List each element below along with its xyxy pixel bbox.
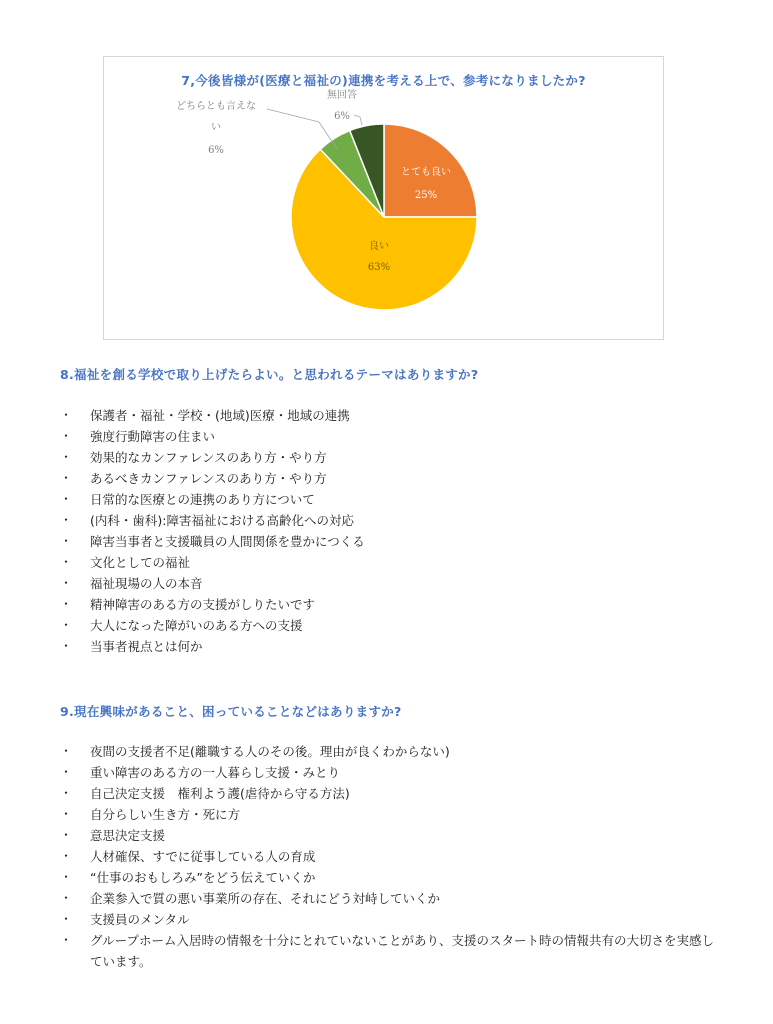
list-item xyxy=(60,552,720,573)
list-item xyxy=(60,930,720,972)
list-item xyxy=(60,888,720,909)
list-item xyxy=(60,867,720,888)
list-item xyxy=(60,615,720,636)
slice-value-totemoyoi: 25% xyxy=(414,190,438,201)
pie-chart-container xyxy=(103,56,664,340)
list-item-text: 福祉現場の人の本音 xyxy=(90,576,203,591)
bullet: ・ xyxy=(60,429,73,443)
list-item-text: 重い障害のある方の一人暮らし支援・みとり xyxy=(90,765,341,780)
slice-value-yoi: 63% xyxy=(367,262,391,273)
list-item-text: 大人になった障がいのある方への支援 xyxy=(90,618,303,633)
bullet: ・ xyxy=(60,807,73,821)
bullet: ・ xyxy=(60,576,73,590)
list-item xyxy=(60,741,720,762)
slice-value-dochiratomo: 6% xyxy=(208,145,224,156)
list-item-text: 強度行動障害の住まい xyxy=(90,429,216,444)
bullet: ・ xyxy=(60,870,73,884)
slice-label-dochiratomo-cont: い xyxy=(211,122,221,133)
list-item xyxy=(60,405,720,426)
list-item-text: 夜間の支援者不足(離職する人のその後。理由が良くわからない) xyxy=(90,744,450,759)
bullet: ・ xyxy=(60,534,73,548)
bullet: ・ xyxy=(60,744,73,758)
list-item xyxy=(60,909,720,930)
list-item xyxy=(60,762,720,783)
list-item-text: (内科・歯科):障害福祉における高齢化への対応 xyxy=(90,513,354,528)
list-item-text: 自分らしい生き方・死に方 xyxy=(90,807,241,822)
list-item-text: 保護者・福祉・学校・(地域)医療・地域の連携 xyxy=(90,408,350,423)
slice-label-totemoyoi: とても良い xyxy=(401,167,451,178)
list-item-text: 意思決定支援 xyxy=(90,828,166,843)
section9-heading: 9.現在興味があること、困っていることなどはありますか? xyxy=(60,704,402,719)
bullet: ・ xyxy=(60,492,73,506)
list-item xyxy=(60,825,720,846)
list-item xyxy=(60,594,720,615)
list-item xyxy=(60,531,720,552)
list-item-text: “仕事のおもしろみ”をどう伝えていくか xyxy=(90,870,316,885)
list-item-text: あるべきカンファレンスのあり方・やり方 xyxy=(90,471,327,486)
section9-list xyxy=(60,741,720,972)
list-item-text: 支援員のメンタル xyxy=(90,912,190,927)
slice-value-mukaitou: 6% xyxy=(334,111,350,122)
list-item xyxy=(60,468,720,489)
bullet: ・ xyxy=(60,639,73,653)
slice-label-yoi: 良い xyxy=(369,241,389,252)
bullet: ・ xyxy=(60,450,73,464)
list-item-text: 人材確保、すでに従事している人の育成 xyxy=(90,849,316,864)
list-item xyxy=(60,573,720,594)
bullet: ・ xyxy=(60,513,73,527)
slice-label-mukaitou: 無回答 xyxy=(327,90,357,101)
bullet: ・ xyxy=(60,555,73,569)
bullet: ・ xyxy=(60,597,73,611)
bullet: ・ xyxy=(60,765,73,779)
list-item-text: 自己決定支援 権利よう護(虐待から守る方法) xyxy=(90,786,350,801)
list-item xyxy=(60,426,720,447)
list-item-text: 文化としての福祉 xyxy=(90,555,191,570)
list-item xyxy=(60,447,720,468)
pie-chart xyxy=(104,57,665,341)
list-item-text: 当事者視点とは何か xyxy=(90,639,203,654)
slice-label-dochiratomo: どちらとも言えな xyxy=(176,101,256,112)
list-item-text: 日常的な医療との連携のあり方について xyxy=(90,492,315,507)
bullet: ・ xyxy=(60,933,73,947)
bullet: ・ xyxy=(60,849,73,863)
bullet: ・ xyxy=(60,828,73,842)
section8-heading: 8.福祉を創る学校で取り上げたらよい。と思われるテーマはありますか? xyxy=(60,367,479,382)
section8-list xyxy=(60,405,720,657)
leader-line-mukaitou xyxy=(354,115,362,125)
list-item xyxy=(60,846,720,867)
list-item xyxy=(60,489,720,510)
list-item xyxy=(60,636,720,657)
chart-title: 7,今後皆様が(医療と福祉の)連携を考える上で、参考になりましたか? xyxy=(181,73,586,88)
list-item-text: グループホーム入居時の情報を十分にとれていないことがあり、支援のスタート時の情報共有の大切さを実感しています。 xyxy=(90,933,715,969)
bullet: ・ xyxy=(60,471,73,485)
bullet: ・ xyxy=(60,408,73,422)
list-item xyxy=(60,510,720,531)
list-item xyxy=(60,783,720,804)
list-item xyxy=(60,804,720,825)
bullet: ・ xyxy=(60,786,73,800)
list-item-text: 企業参入で質の悪い事業所の存在、それにどう対峙していくか xyxy=(90,891,441,906)
list-item-text: 障害当事者と支援職員の人間関係を豊かにつくる xyxy=(90,534,365,549)
bullet: ・ xyxy=(60,912,73,926)
list-item-text: 精神障害のある方の支援がしりたいです xyxy=(90,597,316,612)
list-item-text: 効果的なカンファレンスのあり方・やり方 xyxy=(90,450,327,465)
bullet: ・ xyxy=(60,891,73,905)
bullet: ・ xyxy=(60,618,73,632)
